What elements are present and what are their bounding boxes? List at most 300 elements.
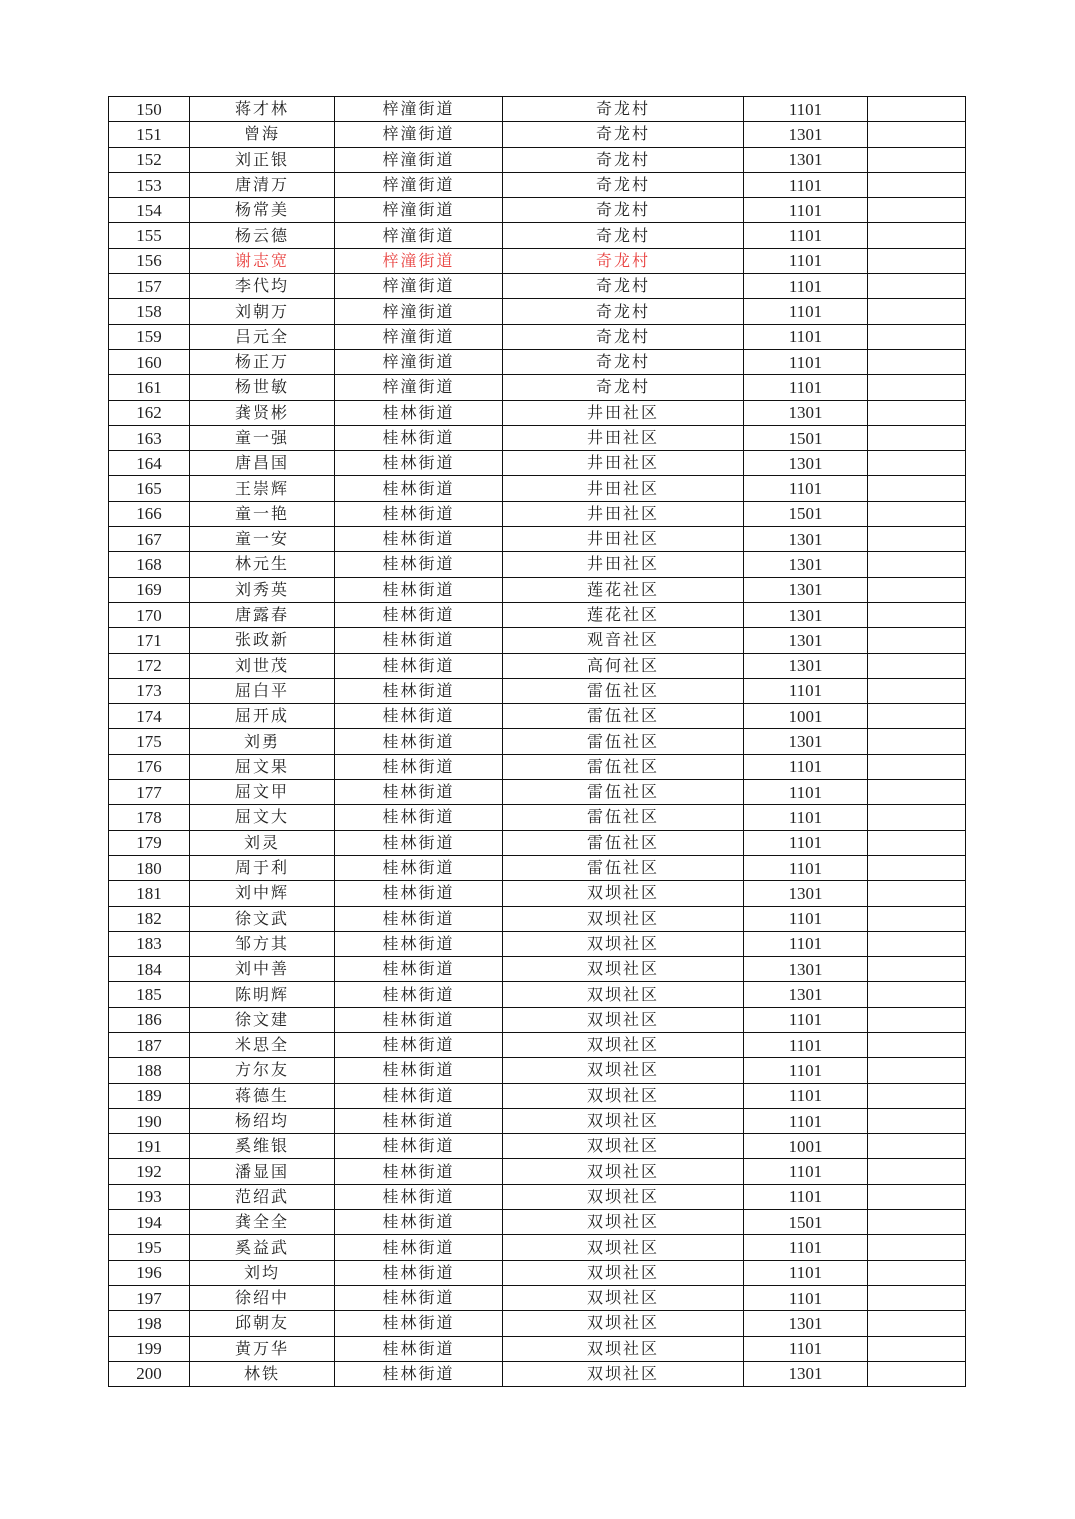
table-row (109, 780, 966, 805)
street-name: 桂林街道 (335, 1184, 503, 1209)
table-row (109, 223, 966, 248)
person-name: 唐昌国 (190, 451, 335, 476)
row-number: 158 (109, 299, 190, 324)
category-code: 1101 (744, 274, 868, 299)
row-number: 186 (109, 1007, 190, 1032)
village-name: 高何社区 (503, 653, 744, 678)
street-name: 桂林街道 (335, 704, 503, 729)
table-row (109, 248, 966, 273)
village-name: 双坝社区 (503, 982, 744, 1007)
village-name: 双坝社区 (503, 1285, 744, 1310)
category-code: 1101 (744, 1336, 868, 1361)
street-name: 桂林街道 (335, 780, 503, 805)
category-code: 1501 (744, 501, 868, 526)
table-row (109, 501, 966, 526)
village-name: 雷伍社区 (503, 780, 744, 805)
row-number: 172 (109, 653, 190, 678)
table-row (109, 729, 966, 754)
row-number: 185 (109, 982, 190, 1007)
table-row (109, 1260, 966, 1285)
category-code: 1301 (744, 451, 868, 476)
street-name: 梓潼街道 (335, 147, 503, 172)
category-code: 1101 (744, 1058, 868, 1083)
note-cell (868, 906, 966, 931)
person-name: 杨绍均 (190, 1108, 335, 1133)
street-name: 桂林街道 (335, 1058, 503, 1083)
category-code: 1101 (744, 1007, 868, 1032)
street-name: 桂林街道 (335, 729, 503, 754)
person-name: 屈开成 (190, 704, 335, 729)
category-code: 1301 (744, 653, 868, 678)
category-code: 1301 (744, 1361, 868, 1386)
note-cell (868, 400, 966, 425)
category-code: 1101 (744, 754, 868, 779)
person-name: 屈白平 (190, 678, 335, 703)
village-name: 双坝社区 (503, 1184, 744, 1209)
village-name: 双坝社区 (503, 1361, 744, 1386)
note-cell (868, 678, 966, 703)
street-name: 桂林街道 (335, 678, 503, 703)
note-cell (868, 805, 966, 830)
person-name: 徐绍中 (190, 1285, 335, 1310)
category-code: 1101 (744, 476, 868, 501)
category-code: 1101 (744, 931, 868, 956)
village-name: 双坝社区 (503, 1108, 744, 1133)
note-cell (868, 704, 966, 729)
note-cell (868, 780, 966, 805)
street-name: 桂林街道 (335, 1311, 503, 1336)
note-cell (868, 653, 966, 678)
row-number: 154 (109, 198, 190, 223)
person-name: 刘中善 (190, 957, 335, 982)
note-cell (868, 855, 966, 880)
person-name: 童一安 (190, 527, 335, 552)
street-name: 桂林街道 (335, 754, 503, 779)
note-cell (868, 476, 966, 501)
person-name: 陈明辉 (190, 982, 335, 1007)
table-row (109, 324, 966, 349)
person-name: 王崇辉 (190, 476, 335, 501)
street-name: 桂林街道 (335, 577, 503, 602)
village-name: 双坝社区 (503, 1058, 744, 1083)
note-cell (868, 830, 966, 855)
table-row (109, 1336, 966, 1361)
village-name: 雷伍社区 (503, 830, 744, 855)
village-name: 雷伍社区 (503, 805, 744, 830)
note-cell (868, 1260, 966, 1285)
row-number: 174 (109, 704, 190, 729)
village-name: 雷伍社区 (503, 729, 744, 754)
table-row (109, 1184, 966, 1209)
row-number: 190 (109, 1108, 190, 1133)
row-number: 194 (109, 1210, 190, 1235)
row-number: 181 (109, 881, 190, 906)
person-name: 唐露春 (190, 602, 335, 627)
person-name: 范绍武 (190, 1184, 335, 1209)
row-number: 151 (109, 122, 190, 147)
table-row (109, 451, 966, 476)
row-number: 157 (109, 274, 190, 299)
row-number: 170 (109, 602, 190, 627)
category-code: 1001 (744, 1134, 868, 1159)
street-name: 桂林街道 (335, 1361, 503, 1386)
street-name: 桂林街道 (335, 931, 503, 956)
note-cell (868, 931, 966, 956)
street-name: 桂林街道 (335, 855, 503, 880)
village-name: 雷伍社区 (503, 754, 744, 779)
table-row (109, 754, 966, 779)
category-code: 1101 (744, 678, 868, 703)
person-name: 周于利 (190, 855, 335, 880)
category-code: 1301 (744, 527, 868, 552)
person-name: 屈文甲 (190, 780, 335, 805)
person-name: 刘朝万 (190, 299, 335, 324)
person-name: 屈文果 (190, 754, 335, 779)
category-code: 1501 (744, 425, 868, 450)
person-name: 杨正万 (190, 349, 335, 374)
category-code: 1101 (744, 324, 868, 349)
village-name: 奇龙村 (503, 172, 744, 197)
street-name: 梓潼街道 (335, 223, 503, 248)
note-cell (868, 375, 966, 400)
category-code: 1301 (744, 122, 868, 147)
street-name: 桂林街道 (335, 805, 503, 830)
street-name: 桂林街道 (335, 476, 503, 501)
table-row (109, 274, 966, 299)
village-name: 奇龙村 (503, 122, 744, 147)
village-name: 双坝社区 (503, 1311, 744, 1336)
village-name: 井田社区 (503, 501, 744, 526)
table-row (109, 299, 966, 324)
row-number: 197 (109, 1285, 190, 1310)
table-row (109, 1007, 966, 1032)
note-cell (868, 628, 966, 653)
person-name: 蒋才林 (190, 97, 335, 122)
table-row (109, 400, 966, 425)
row-number: 169 (109, 577, 190, 602)
table-row (109, 982, 966, 1007)
street-name: 梓潼街道 (335, 274, 503, 299)
street-name: 桂林街道 (335, 628, 503, 653)
table-row (109, 349, 966, 374)
note-cell (868, 881, 966, 906)
table-row (109, 425, 966, 450)
person-name: 方尔友 (190, 1058, 335, 1083)
row-number: 180 (109, 855, 190, 880)
village-name: 奇龙村 (503, 97, 744, 122)
street-name: 桂林街道 (335, 527, 503, 552)
category-code: 1101 (744, 349, 868, 374)
person-name: 刘正银 (190, 147, 335, 172)
category-code: 1301 (744, 881, 868, 906)
note-cell (868, 299, 966, 324)
note-cell (868, 527, 966, 552)
street-name: 桂林街道 (335, 602, 503, 627)
table-row (109, 577, 966, 602)
village-name: 双坝社区 (503, 1260, 744, 1285)
note-cell (868, 1311, 966, 1336)
person-name: 谢志宽 (190, 248, 335, 273)
note-cell (868, 122, 966, 147)
street-name: 梓潼街道 (335, 172, 503, 197)
person-name: 刘世茂 (190, 653, 335, 678)
row-number: 191 (109, 1134, 190, 1159)
table-row (109, 476, 966, 501)
row-number: 155 (109, 223, 190, 248)
street-name: 桂林街道 (335, 1007, 503, 1032)
table-row (109, 1058, 966, 1083)
table-row (109, 527, 966, 552)
village-name: 双坝社区 (503, 1083, 744, 1108)
person-name: 邱朝友 (190, 1311, 335, 1336)
person-name: 刘秀英 (190, 577, 335, 602)
category-code: 1101 (744, 1083, 868, 1108)
street-name: 梓潼街道 (335, 198, 503, 223)
village-name: 莲花社区 (503, 602, 744, 627)
person-name: 徐文武 (190, 906, 335, 931)
village-name: 双坝社区 (503, 1032, 744, 1057)
category-code: 1301 (744, 1311, 868, 1336)
person-name: 黄万华 (190, 1336, 335, 1361)
person-name: 杨常美 (190, 198, 335, 223)
row-number: 160 (109, 349, 190, 374)
category-code: 1101 (744, 1260, 868, 1285)
village-name: 双坝社区 (503, 957, 744, 982)
category-code: 1101 (744, 830, 868, 855)
category-code: 1301 (744, 602, 868, 627)
table-row (109, 172, 966, 197)
person-name: 吕元全 (190, 324, 335, 349)
street-name: 桂林街道 (335, 552, 503, 577)
row-number: 152 (109, 147, 190, 172)
table-row (109, 830, 966, 855)
note-cell (868, 1058, 966, 1083)
note-cell (868, 1108, 966, 1133)
person-name: 米思全 (190, 1032, 335, 1057)
street-name: 桂林街道 (335, 1260, 503, 1285)
village-name: 奇龙村 (503, 274, 744, 299)
note-cell (868, 1184, 966, 1209)
table-row (109, 1235, 966, 1260)
table-row (109, 1032, 966, 1057)
row-number: 198 (109, 1311, 190, 1336)
person-name: 李代均 (190, 274, 335, 299)
table-row (109, 704, 966, 729)
village-name: 井田社区 (503, 527, 744, 552)
note-cell (868, 1285, 966, 1310)
note-cell (868, 602, 966, 627)
person-name: 唐清万 (190, 172, 335, 197)
note-cell (868, 97, 966, 122)
street-name: 梓潼街道 (335, 375, 503, 400)
category-code: 1301 (744, 147, 868, 172)
table-row (109, 375, 966, 400)
table-row (109, 198, 966, 223)
row-number: 161 (109, 375, 190, 400)
street-name: 桂林街道 (335, 1134, 503, 1159)
row-number: 192 (109, 1159, 190, 1184)
row-number: 199 (109, 1336, 190, 1361)
row-number: 159 (109, 324, 190, 349)
village-name: 奇龙村 (503, 147, 744, 172)
row-number: 177 (109, 780, 190, 805)
street-name: 桂林街道 (335, 1159, 503, 1184)
category-code: 1001 (744, 704, 868, 729)
street-name: 桂林街道 (335, 830, 503, 855)
row-number: 166 (109, 501, 190, 526)
street-name: 桂林街道 (335, 906, 503, 931)
person-name: 徐文建 (190, 1007, 335, 1032)
street-name: 桂林街道 (335, 451, 503, 476)
street-name: 桂林街道 (335, 881, 503, 906)
note-cell (868, 501, 966, 526)
table-row (109, 1159, 966, 1184)
street-name: 桂林街道 (335, 1210, 503, 1235)
village-name: 井田社区 (503, 425, 744, 450)
category-code: 1101 (744, 780, 868, 805)
street-name: 梓潼街道 (335, 97, 503, 122)
row-number: 163 (109, 425, 190, 450)
street-name: 桂林街道 (335, 1336, 503, 1361)
category-code: 1101 (744, 299, 868, 324)
street-name: 桂林街道 (335, 425, 503, 450)
table-row (109, 653, 966, 678)
table-row (109, 957, 966, 982)
table-row (109, 678, 966, 703)
note-cell (868, 1134, 966, 1159)
row-number: 164 (109, 451, 190, 476)
note-cell (868, 729, 966, 754)
village-name: 双坝社区 (503, 1134, 744, 1159)
village-name: 井田社区 (503, 476, 744, 501)
category-code: 1301 (744, 628, 868, 653)
note-cell (868, 957, 966, 982)
row-number: 173 (109, 678, 190, 703)
person-name: 蒋德生 (190, 1083, 335, 1108)
person-name: 童一强 (190, 425, 335, 450)
village-name: 井田社区 (503, 552, 744, 577)
person-name: 邹方其 (190, 931, 335, 956)
village-name: 奇龙村 (503, 375, 744, 400)
table-row (109, 602, 966, 627)
category-code: 1301 (744, 957, 868, 982)
row-number: 175 (109, 729, 190, 754)
village-name: 双坝社区 (503, 1235, 744, 1260)
street-name: 桂林街道 (335, 1032, 503, 1057)
note-cell (868, 147, 966, 172)
row-number: 167 (109, 527, 190, 552)
village-name: 奇龙村 (503, 198, 744, 223)
category-code: 1301 (744, 982, 868, 1007)
note-cell (868, 552, 966, 577)
row-number: 187 (109, 1032, 190, 1057)
street-name: 桂林街道 (335, 1108, 503, 1133)
row-number: 183 (109, 931, 190, 956)
person-name: 屈文大 (190, 805, 335, 830)
row-number: 182 (109, 906, 190, 931)
note-cell (868, 1083, 966, 1108)
village-name: 莲花社区 (503, 577, 744, 602)
table-row (109, 1083, 966, 1108)
row-number: 193 (109, 1184, 190, 1209)
village-name: 奇龙村 (503, 223, 744, 248)
row-number: 189 (109, 1083, 190, 1108)
note-cell (868, 1159, 966, 1184)
note-cell (868, 754, 966, 779)
person-name: 童一艳 (190, 501, 335, 526)
category-code: 1101 (744, 1032, 868, 1057)
street-name: 梓潼街道 (335, 299, 503, 324)
category-code: 1101 (744, 198, 868, 223)
category-code: 1101 (744, 805, 868, 830)
table-row (109, 805, 966, 830)
village-name: 双坝社区 (503, 906, 744, 931)
table-row (109, 1361, 966, 1386)
category-code: 1101 (744, 1159, 868, 1184)
note-cell (868, 982, 966, 1007)
street-name: 桂林街道 (335, 1285, 503, 1310)
table-row (109, 122, 966, 147)
category-code: 1501 (744, 1210, 868, 1235)
category-code: 1101 (744, 223, 868, 248)
person-name: 刘勇 (190, 729, 335, 754)
category-code: 1101 (744, 375, 868, 400)
village-name: 奇龙村 (503, 248, 744, 273)
note-cell (868, 451, 966, 476)
category-code: 1101 (744, 172, 868, 197)
row-number: 188 (109, 1058, 190, 1083)
village-name: 双坝社区 (503, 1210, 744, 1235)
village-name: 双坝社区 (503, 931, 744, 956)
note-cell (868, 198, 966, 223)
table-row (109, 1134, 966, 1159)
person-name: 林铁 (190, 1361, 335, 1386)
category-code: 1101 (744, 1184, 868, 1209)
note-cell (868, 1210, 966, 1235)
row-number: 195 (109, 1235, 190, 1260)
category-code: 1101 (744, 248, 868, 273)
table-row (109, 628, 966, 653)
category-code: 1101 (744, 1235, 868, 1260)
note-cell (868, 1336, 966, 1361)
village-name: 雷伍社区 (503, 704, 744, 729)
person-name: 曾海 (190, 122, 335, 147)
table-row (109, 881, 966, 906)
category-code: 1301 (744, 400, 868, 425)
person-name: 林元生 (190, 552, 335, 577)
person-name: 刘灵 (190, 830, 335, 855)
table-row (109, 1210, 966, 1235)
row-number: 162 (109, 400, 190, 425)
person-name: 刘均 (190, 1260, 335, 1285)
row-number: 150 (109, 97, 190, 122)
category-code: 1301 (744, 577, 868, 602)
village-name: 奇龙村 (503, 349, 744, 374)
person-name: 龚全全 (190, 1210, 335, 1235)
table-row (109, 552, 966, 577)
village-name: 双坝社区 (503, 881, 744, 906)
note-cell (868, 577, 966, 602)
table-row (109, 906, 966, 931)
village-name: 奇龙村 (503, 324, 744, 349)
category-code: 1101 (744, 906, 868, 931)
village-name: 雷伍社区 (503, 855, 744, 880)
row-number: 165 (109, 476, 190, 501)
note-cell (868, 248, 966, 273)
street-name: 桂林街道 (335, 501, 503, 526)
person-name: 龚贤彬 (190, 400, 335, 425)
village-name: 井田社区 (503, 400, 744, 425)
